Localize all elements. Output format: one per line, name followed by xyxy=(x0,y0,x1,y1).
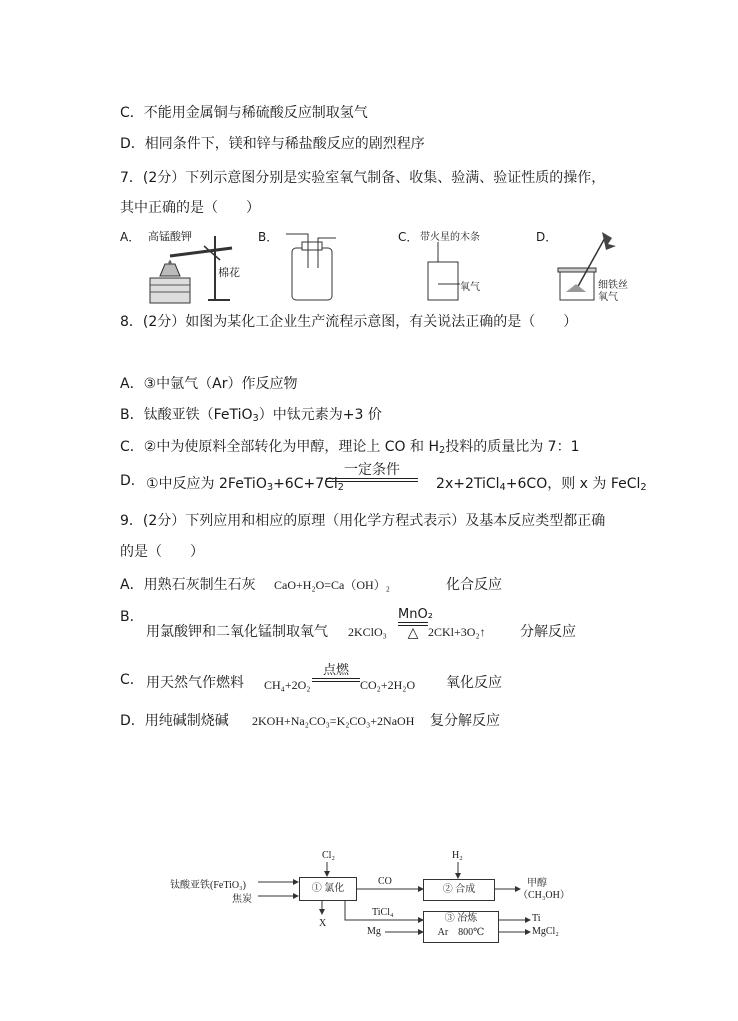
flow-box-smelting-condition: Ar 800℃ xyxy=(437,927,485,938)
q7-stem-line2: 其中正确的是（ ） xyxy=(120,200,260,216)
q9-stem-line2: 的是（ ） xyxy=(120,544,204,560)
q7-c-caption-oxygen: 氧气 xyxy=(460,282,480,293)
q8-stem: 8．(2分）如图为某化工企业生产流程示意图，有关说法正确的是（ ） xyxy=(120,314,578,330)
q9-option-c-type: 氧化反应 xyxy=(446,675,502,691)
q9-option-d-type: 复分解反应 xyxy=(430,713,500,729)
q7-a-caption-kmno4: 高锰酸钾 xyxy=(148,231,192,243)
flow-h2: H₂ xyxy=(452,850,463,861)
q7-option-d xyxy=(536,228,646,308)
q9-stem-line1: 9．(2分）下列应用和相应的原理（用化学方程式表示）及基本反应类型都正确 xyxy=(120,513,606,529)
q9-option-c-text: 用天然气作燃料 xyxy=(146,675,244,691)
process-flow-diagram xyxy=(160,850,580,950)
q7-c-caption-splint: 带火星的木条 xyxy=(420,232,480,243)
flow-box-synthesis: ② 合成 xyxy=(423,879,495,901)
q8-option-d-label: D． xyxy=(120,473,145,489)
flow-box-smelting xyxy=(423,911,499,943)
q7-option-a xyxy=(120,228,250,308)
flow-mg: Mg xyxy=(367,926,381,937)
q9-option-d-text: D．用纯碱制烧碱 xyxy=(120,713,229,729)
q8-option-a: A．③中氩气（Ar）作反应物 xyxy=(120,376,298,392)
q9-b-reaction-condition: MnO₂ △ xyxy=(398,607,433,641)
flow-input-coke: 焦炭 xyxy=(232,894,252,905)
q7-c-test-splint-diagram xyxy=(398,228,508,308)
q8-option-b: B．钛酸亚铁（FeTiO$_3$）中钛元素为+3 价 xyxy=(120,407,382,424)
q7-option-b-label: B． xyxy=(258,230,279,244)
flow-cl2: Cl₂ xyxy=(322,850,335,861)
q9-c-reaction-condition: 点燃 xyxy=(312,664,360,682)
q7-option-b xyxy=(258,228,348,308)
q7-a-heating-setup-diagram xyxy=(120,228,250,308)
flow-co: CO xyxy=(378,876,392,887)
q9-option-b-left: 2KClO₃ xyxy=(348,625,387,639)
q7-d-caption-iron-wire: 细铁丝 xyxy=(598,280,628,291)
q7-b-gas-bottle-diagram xyxy=(258,228,348,308)
flow-output-methanol: 甲醇 xyxy=(527,878,547,889)
q6-option-c: C．不能用金属铜与稀硫酸反应制取氢气 xyxy=(120,105,368,121)
flow-box-chlorination: ① 氯化 xyxy=(299,877,357,901)
flow-output-methanol-formula: （CH₃OH） xyxy=(518,890,570,901)
q7-option-a-label: A． xyxy=(120,230,141,244)
q7-option-c-label: C． xyxy=(398,230,419,244)
q6-option-d: D．相同条件下，镁和锌与稀盐酸反应的剧烈程序 xyxy=(120,136,425,152)
q7-stem-line1: 7．(2分）下列示意图分别是实验室氧气制备、收集、验满、验证性质的操作， xyxy=(120,170,606,186)
q9-option-a-equation: CaO+H₂O=Ca（OH）₂ xyxy=(274,578,390,592)
q7-d-caption-oxygen: 氧气 xyxy=(598,292,618,303)
q9-option-c-right: CO₂+2H₂O xyxy=(360,678,416,692)
flow-output-mgcl2: MgCl₂ xyxy=(532,926,559,937)
q9-option-b-right: 2CKl+3O₂↑ xyxy=(428,625,486,639)
q7-a-caption-cotton: 棉花 xyxy=(218,267,240,279)
q8-option-d-equation: ①中反应为 $2FeTiO_3+6C+7Cl_2$ 2x+2TiCl$_4$+6CO，则 x 为 FeCl$_2$ xyxy=(146,476,647,493)
q7-option-c xyxy=(398,228,508,308)
flow-output-ti: Ti xyxy=(532,913,541,924)
flow-ticl4: TiCl₄ xyxy=(372,907,394,918)
q8-d-reaction-condition: 一定条件 xyxy=(326,462,418,482)
q8-option-c: C．②中为使原料全部转化为甲醇，理论上 CO 和 $H_2$投料的质量比为 7：1 xyxy=(120,439,580,456)
flow-x: X xyxy=(319,918,327,929)
flow-box-smelting-title: ③ 冶炼 xyxy=(444,913,478,924)
q7-option-d-label: D． xyxy=(536,230,558,244)
q9-option-a-text: A．用熟石灰制生石灰 xyxy=(120,577,256,593)
q9-option-a-type: 化合反应 xyxy=(446,577,502,593)
q9-option-b-text: 用氯酸钾和二氧化锰制取氧气 xyxy=(146,624,328,640)
q9-option-c-label: C． xyxy=(120,672,144,688)
flow-input-fetio3: 钛酸亚铁(FeTiO₃) xyxy=(170,880,246,891)
q9-option-d-equation: 2KOH+Na₂CO₃=K₂CO₃+2NaOH xyxy=(252,714,415,728)
q9-option-c-left: CH₄+2O₂ xyxy=(264,678,311,692)
q7-d-iron-combustion-diagram xyxy=(536,228,646,308)
q9-option-b-type: 分解反应 xyxy=(520,624,576,640)
q9-option-b-label: B． xyxy=(120,609,144,625)
